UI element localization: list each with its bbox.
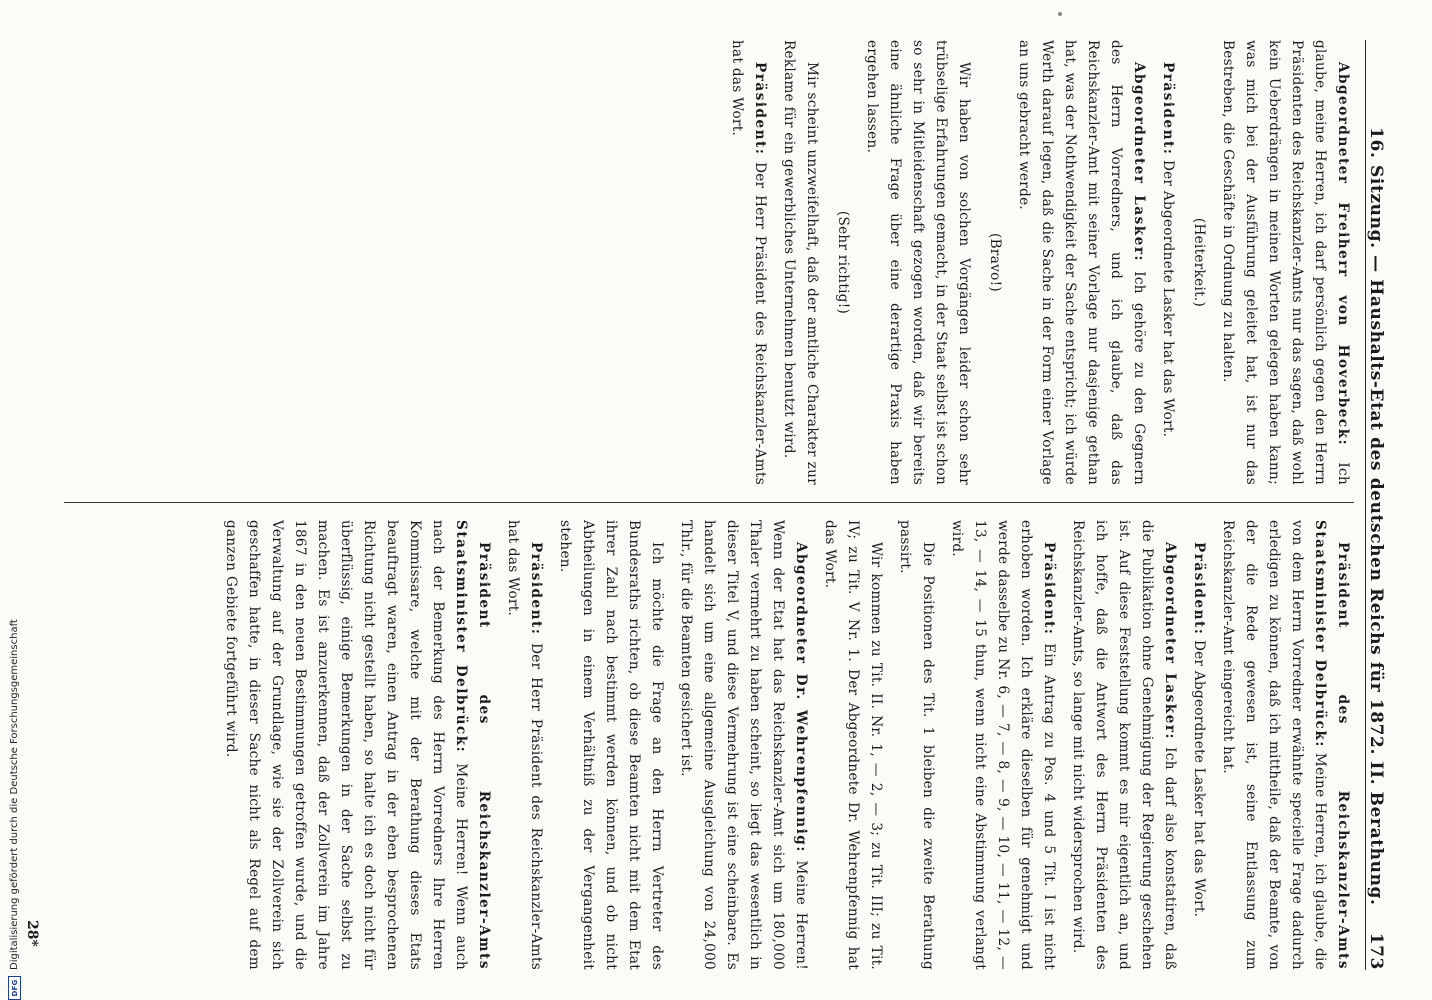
speech-text: Mir scheint unzweifelhaft, daß der amtliche Charakter zur Reklame für ein gewerbliches Unternehmen benutzt wird. [781,40,820,485]
page-header [1365,40,1404,970]
speech-paragraph [674,520,812,970]
speech-paragraph [860,40,975,485]
speaker-name: Präsident: [1041,542,1057,636]
speaker-name: Präsident des Reichskanzler-Amts Staatsminister Delbrück: [453,520,492,970]
speech-paragraph [893,520,939,970]
speech-text: Meine Herren! Wenn auch nach der Bemerkung des Herrn Vorredners Ihre Herren Kommissare, welche mit der Berathung dieses Etats beauftragt waren, einen Antrag in der eben besprochenen Richtung nicht gestellt haben, so halte ich es doch nicht für überflüssig, einige Bemerkungen in der Sache selbst zu machen. Es ist anzuerkennen, daß der Zollverein im Jahre 1867 in den neuen Bestimmungen getroffen wurde, und die Verwaltung auf der Grundlage, wie sie der Zollverein sich geschaffen hatte, in dieser Sache nicht als Regel auf dem ganzen Gebiete fortgeführt wird. [223,520,469,970]
page-title: 16. Sitzung. — Haushalts-Etat des deutschen Reichs für 1872. II. Berathung. [1366,127,1386,906]
speaker-name: Präsident des Reichskanzler-Amts Staatsminister Delbrück: [1312,520,1351,970]
speech-text: Wir kommen zu Tit. II. Nr. 1, — 2, — 3; zu Tit. III; zu Tit. IV; zu Tit. V Nr. 1. Der Abgeordnete Dr. Wehrenpfennig hat das Wort. [822,520,884,970]
interjection: (Heiterkeit.) [1191,217,1207,308]
speaker-name: Abgeordneter Freiherr von Hoverbeck: [1335,62,1351,447]
speech-paragraph [1216,40,1354,485]
signature-mark: 28* [24,920,40,947]
column-divider [64,502,1354,503]
speech-paragraph [501,520,547,970]
speech-text: Ich möchte die Frage an den Herrn Vertreter des Bundesraths richten, ob diese Beamten nicht mit dem Etat ihrer Zahl nach bestimmt werden können, und ob nicht Abtheilungen in einem Verhältniß zu der Vergangenheit stehen. [557,520,665,970]
speaker-name: Abgeordneter Lasker: [1131,62,1147,263]
speech-text: Der Herr Präsident des Reichskanzler-Amts hat das Wort. [505,520,544,970]
speech-paragraph [1012,40,1150,485]
speech-paragraph [777,40,823,485]
speaker-name: Abgeordneter Lasker: [1162,542,1178,741]
interjection: (Sehr richtig!) [835,210,851,315]
text-column-right [213,520,1354,970]
speech-paragraph [1156,40,1179,485]
speech-paragraph [219,520,495,970]
scan-speck [1058,12,1062,16]
speaker-name: Abgeordneter Dr. Wehrenpfennig: [793,542,809,853]
speech-paragraph [1216,520,1354,970]
dfg-logo-icon: DFG [8,976,21,1000]
speech-text: Ich gehöre zu den Gegnern des Herrn Vorredners, und ich glaube, daß das Reichskanzler-Amt mit seiner Vorlage nur dasjenige gethan hat, was der Nothwendigkeit der Sache entspricht; ich würde Werth darauf legen, daß die Sache in der Form einer Vorlage an uns gebracht werde. [1016,40,1147,486]
speech-paragraph [818,520,887,970]
speech-text: Ein Antrag zu Pos. 4 und 5 Tit. I ist nicht erhoben worden. Ich erkläre dieselben für genehmigt und werde dasselbe zu Nr. 6, — 7, — 8, — 9, — 10, — 11, — 12, — 13, — 14, — 15 thun, wenn nicht eine Abstimmung verlangt wird. [949,520,1057,970]
speech-paragraph [725,40,771,485]
credit-text: Digitalisierung gefördert durch die Deutsche Forschungsgemeinschaft [9,619,20,970]
speaker-name: Präsident: [1191,542,1207,636]
speech-text: Meine Herren! Wenn der Etat hat das Reichskanzler-Amt sich um 180,000 Thaler vermehrt zu haben scheint, so liegt das wesentlich in dieser Titel V, und diese Vermehrung ist eine scheinbare. Es handelt sich um eine allgemeine Ausgleichung von 24,000 Thlr., für die Beamten gesichert ist. [678,520,809,970]
speech-paragraph [1187,520,1210,970]
speech-text: Ich darf also konstatiren, daß die Publikation ohne Genehmigung der Regierung geschehen ist. Auf diese Feststellung kommt es mir eigentlich an, und ich hoffe, daß die Antwort des Herrn Präsidenten des Reichskanzler-Amts, so lange mit nicht widersprochen wird. [1070,520,1178,970]
speaker-name: Präsident: [528,542,544,636]
speech-text: Ich glaube, meine Herren, ich darf persönlich gegen den Herrn Präsidenten des Reichskanzler-Amts nur das sagen, daß wohl kein Ueberdrängen in meinen Worten gelegen haben kann; was mich bei der Ausführung geleitet hat, ist nur das Bestreben, die Geschäfte in Ordnung zu halten. [1220,40,1351,485]
speech-text: Der Herr Präsident des Reichskanzler-Amts hat das Wort. [729,40,768,485]
speaker-name: Präsident: [752,62,768,156]
speech-paragraph [1066,520,1181,970]
speech-text: Die Positionen des Tit. 1 bleiben die zweite Berathung passirt. [897,520,936,970]
page-number: 173 [1366,932,1386,970]
speech-paragraph [553,520,668,970]
digitization-credit [8,619,21,1000]
text-column-left [719,40,1354,485]
speech-text: Der Abgeordnete Lasker hat das Wort. [1191,639,1207,918]
speech-text: Der Abgeordnete Lasker hat das Wort. [1160,159,1176,438]
speech-text: Wir haben von solchen Vorgängen leider schon sehr trübselige Erfahrungen gemacht, in der Staat selbst ist schon so sehr in Mitleidenschaft gezogen worden, daß wir bereits eine ähnliche Frage über eine derartige Praxis haben ergehen lassen. [864,40,972,485]
speaker-name: Präsident: [1160,62,1176,156]
speech-paragraph [945,520,1060,970]
speech-text: Meine Herren, ich glaube, die von dem Herrn Vorredner erwähnte specielle Frage dadurch erledigen zu können, daß ich mittheile, daß der Beamte, von der die Rede gewesen ist, seine Entlassung zum Reichskanzler-Amt eingereicht hat. [1220,520,1328,970]
interjection: (Bravo!) [987,233,1003,292]
